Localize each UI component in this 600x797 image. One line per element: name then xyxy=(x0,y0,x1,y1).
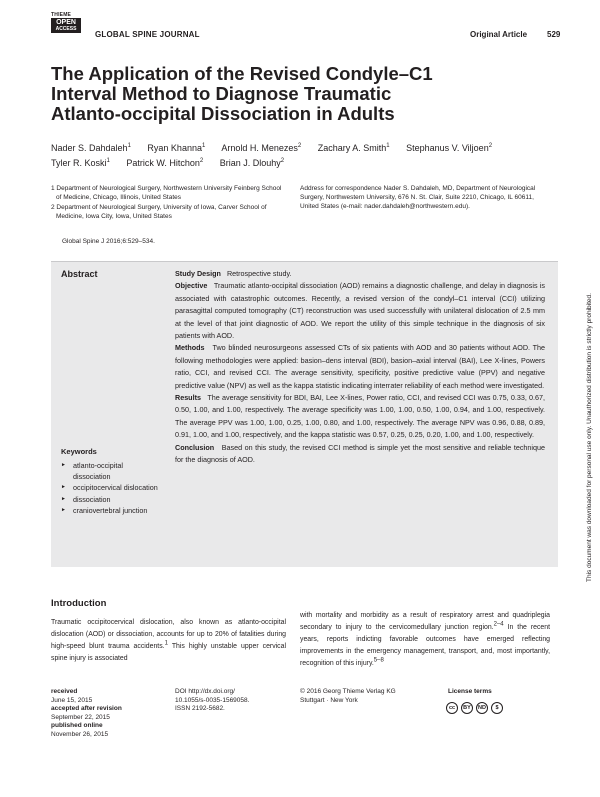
publisher-info: © 2016 Georg Thieme Verlag KG Stuttgart · New York xyxy=(300,688,396,704)
keyword: ► atlanto-occipital dissociation xyxy=(61,460,161,482)
cc-nc-icon: $ xyxy=(491,702,503,714)
conclusion: Conclusion Based on this study, the revised CCI method is simple yet the most sensitive and reliable technique for the diagnosis of AOD. xyxy=(175,442,545,465)
article-type: Original Article xyxy=(470,30,528,39)
keywords-list xyxy=(61,460,161,516)
author: Arnold H. Menezes$^2$ xyxy=(221,143,302,153)
author: Patrick W. Hitchon$^2$ xyxy=(126,158,204,168)
open-access-badge: OPEN ACCESS xyxy=(51,18,81,33)
keyword: ► occipitocervical dislocation xyxy=(61,482,161,493)
author: Nader S. Dahdaleh$^1$ xyxy=(51,143,131,153)
correspondence-address: Address for correspondence Nader S. Dahdaleh, MD, Department of Neurological Surgery, Northwestern University, 676 N. St. Clair, Suite 2210, Chicago, IL 60611, United States (e-mail: nader.dahdaleh@northwestern.edu). xyxy=(300,185,536,210)
cc-license-icons xyxy=(446,702,503,714)
affiliations: 1 Department of Neurological Surgery, Northwestern University Feinberg School of Medicine, Chicago, Illinois, United States 2 Department of Neurological Surgery, University of Iowa, Carver School of Medicine, Iowa City, Iowa, United States xyxy=(51,185,282,220)
page-number: 529 xyxy=(547,30,561,39)
abstract-body xyxy=(175,268,545,467)
intro-column-right: with mortality and morbidity as a result of respiratory arrest and quadriplegia secondary to injury to the cervicomedullary junction region.2–4 In the recent years, reports indicting favorable outcomes have emerged reflecting improvements in the emergency management, transport, and, most importantly, recognition of this injury.5–8 xyxy=(300,612,550,667)
keyword: ► craniovertebral junction xyxy=(61,505,161,516)
cc-icon: cc xyxy=(446,702,458,714)
license-terms[interactable]: License terms xyxy=(448,688,492,695)
article-title: The Application of the Revised Condyle–C1 Interval Method to Diagnose Traumatic Atlanto-occipital Dissociation in Adults xyxy=(51,63,433,124)
doi-link[interactable]: DOI http://dx.doi.org/ xyxy=(175,688,235,695)
open-access-logo: THIEME OPEN ACCESS xyxy=(51,12,83,33)
author: Stephanus V. Viljoen$^2$ xyxy=(406,143,493,153)
author: Tyler R. Koski$^1$ xyxy=(51,158,110,168)
study-design: Study Design Retrospective study. xyxy=(175,269,292,278)
journal-name: GLOBAL SPINE JOURNAL xyxy=(95,30,200,39)
author: Zachary A. Smith$^1$ xyxy=(317,143,390,153)
introduction-heading: Introduction xyxy=(51,598,107,609)
author: Ryan Khanna$^1$ xyxy=(147,143,206,153)
cc-nd-icon: ND xyxy=(476,702,488,714)
abstract-heading: Abstract xyxy=(61,269,98,279)
methods: Methods Two blinded neurosurgeons assessed CTs of six patients with AOD and 30 patients without AOD. The following methodologies were applied: basion–dens interval (BDI), basion–axial interval (BAI), Lee X-lines, Powers ratio, CCI, and revised CCI. The average sensitivity, specificity, positive predictive value (PPV) and negative predictive value (NPV) as well as the kappa statistic indicating interrater reliability of each method were investigated. xyxy=(175,343,545,390)
author-list xyxy=(51,141,541,171)
publication-dates: received June 15, 2015 accepted after revision September 22, 2015 published online November 26, 2015 xyxy=(51,688,122,738)
keyword: ► dissociation xyxy=(61,494,161,505)
author: Brian J. Dlouhy$^2$ xyxy=(219,158,285,168)
citation: Global Spine J 2016;6:529–534. xyxy=(62,238,155,245)
intro-column-left: Traumatic occipitocervical dislocation, also known as atlanto-occipital dislocation (AOD) or dissociation, accounts for up to 20% of fatalities during high-speed blunt trauma accidents.1 This highly unstable upper cervical spine injury is associated xyxy=(51,619,286,662)
cc-by-icon: BY xyxy=(461,702,473,714)
doi-info: DOI http://dx.doi.org/ 10.1055/s-0035-1569058. ISSN 2192-5682. xyxy=(175,688,250,712)
objective: Objective Traumatic atlanto-occipital dissociation (AOD) remains a diagnostic challenge, and delay in diagnosis is associated with catastrophic outcomes. Recently, a revised version of the condyl–C1 interval (CCI) utilizing parasagittal computed tomography (CT) reconstruction was used successfully with unilateral dislocation of 2.5 mm at the level of that joint diagnostic of AOD. We report the utility of this simple technique in the diagnosis of six patients with AOD. xyxy=(175,281,545,341)
keywords-heading: Keywords xyxy=(61,447,97,456)
results: Results The average sensitivity for BDI, BAI, Lee X-lines, Power ratio, CCI, and revised CCI was 0.75, 0.33, 0.67, 0.50, 1.00, and 1.00, respectively. The average specificity was 1.00, 1.00, 0.50, 1.00, 0.94, and 1.00, respectively. The average PPV was 1.00, 1.00, 0.25, 1.00, 0.80, and 1.00, respectively. The average NPV was 0.96, 0.88, 0.89, 0.91, 1.00, and 1.00, respectively, and the kappa statistic was 0.57, 0.25, 0.25, 0.20, 1.00, and 1.00, respectively. xyxy=(175,393,545,440)
